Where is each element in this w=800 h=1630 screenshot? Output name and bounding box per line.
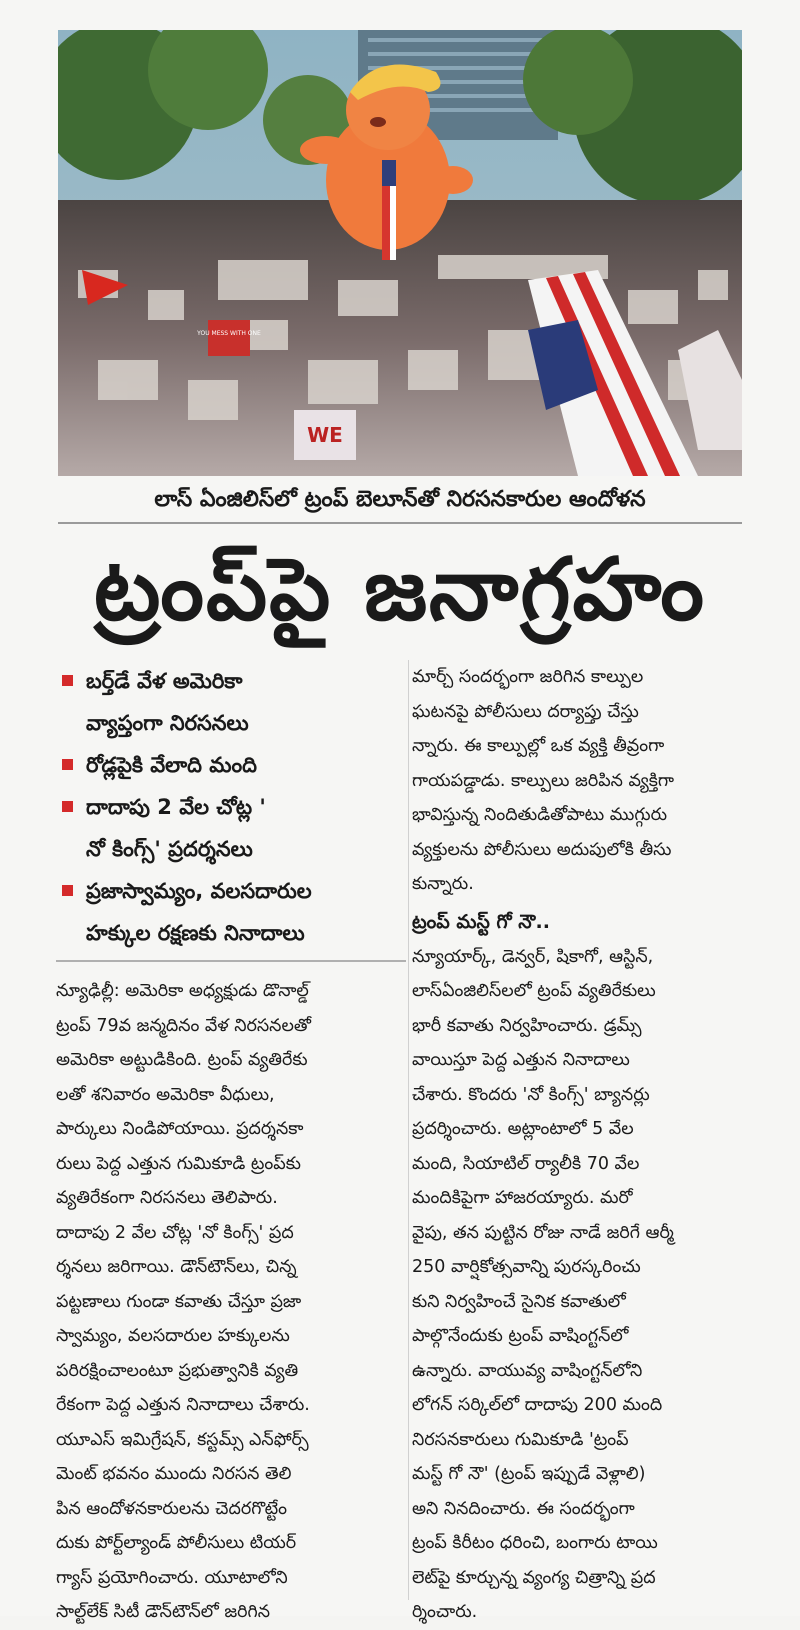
text-line: కున్నారు.: [412, 874, 474, 894]
text-line: మెంట్ భవనం ముందు నిరసన తెలి: [56, 1464, 292, 1484]
protest-photo: [58, 30, 742, 476]
text-line: న్నారు. ఈ కాల్పుల్లో ఒక వ్యక్తి తీవ్రంగా: [412, 736, 665, 756]
text-line: 250 వార్షికోత్సవాన్ని పురస్కరించు: [412, 1257, 641, 1277]
text-line: దాదాపు 2 వేల చోట్ల 'నో కింగ్స్' ప్రద: [56, 1222, 294, 1243]
text-line: లోగన్ సర్కిల్‌లో దాదాపు 200 మంది: [412, 1395, 663, 1415]
highlight-line: ప్రజాస్వామ్యం, వలసదారుల: [86, 879, 312, 903]
text-line: చేశారు. కొందరు 'నో కింగ్స్' బ్యానర్లు: [412, 1084, 650, 1105]
protest-photo-illustration: [58, 30, 742, 476]
text-line: పాల్గొనేందుకు ట్రంప్ వాషింగ్టన్‌లో: [412, 1326, 629, 1346]
text-line: న్యూఢిల్లీ: అమెరికా అధ్యక్షుడు డొనాల్డ్: [56, 981, 309, 1001]
column-divider: [408, 660, 409, 1600]
text-line: పట్టణాలు గుండా కవాతు చేస్తూ ప్రజా: [56, 1291, 302, 1312]
highlight-line: బర్త్‌డే వేళ అమెరికా: [86, 669, 243, 693]
headline: ట్రంప్‌పై జనాగ్రహం: [93, 540, 707, 640]
text-line: ర్శించారు.: [412, 1602, 478, 1622]
text-line: లెట్‌పై కూర్చున్న వ్యంగ్య చిత్రాన్ని ప్రద: [412, 1567, 656, 1588]
highlight-item: [56, 870, 406, 954]
highlights-list: [56, 660, 406, 962]
text-line: సాల్ట్‌లేక్ సిటీ డౌన్‌టౌన్‌లో జరిగిన: [56, 1602, 270, 1622]
section-subhead: ట్రంప్ మస్ట్ గో నౌ..: [412, 910, 550, 933]
text-line: ట్రంప్ 79వ జన్మదినం వేళ నిరసనలతో: [56, 1015, 311, 1036]
article-body-left: [56, 974, 406, 1630]
text-line: మందికిపైగా హాజరయ్యారు. మరో: [412, 1188, 633, 1208]
text-line: వ్యక్తులను పోలీసులు అదుపులోకి తీసు: [412, 839, 672, 860]
text-line: దుకు పోర్ట్‌ల్యాండ్ పోలీసులు టియర్: [56, 1533, 297, 1553]
highlight-line: రోడ్లపైకి వేలాది మంది: [86, 753, 257, 777]
text-line: లాస్‌ఏంజిలిస్‌లలో ట్రంప్ వ్యతిరేకులు: [412, 981, 656, 1001]
text-line: మంది, సియాటిల్ ర్యాలీకి 70 వేల: [412, 1153, 640, 1174]
text-line: మార్చ్ సందర్భంగా జరిగిన కాల్పుల: [412, 667, 644, 687]
text-line: వాయిస్తూ పెద్ద ఎత్తున నినాదాలు: [412, 1050, 630, 1070]
photo-caption: లాస్ ఏంజిలిస్‌లో ట్రంప్ బెలూన్‌తో నిరసనకారుల ఆందోళన: [58, 478, 742, 524]
highlight-item: [56, 660, 406, 744]
text-line: వైపు, తన పుట్టిన రోజు నాడే జరిగే ఆర్మీ: [412, 1222, 674, 1243]
text-line: కుని నిర్వహించే సైనిక కవాతులో: [412, 1291, 626, 1312]
text-line: పరిరక్షించాలంటూ ప్రభుత్వానికి వ్యతి: [56, 1360, 299, 1381]
right-column: [412, 660, 748, 1630]
text-line: భారీ కవాతు నిర్వహించారు. డ్రమ్స్: [412, 1015, 642, 1036]
text-line: స్వామ్యం, వలసదారుల హక్కులను: [56, 1326, 290, 1346]
article-body-right-2: [412, 940, 748, 1630]
highlight-line: దాదాపు 2 వేల చోట్ల ': [86, 795, 266, 819]
highlight-line: నో కింగ్స్' ప్రదర్శనలు: [86, 837, 253, 861]
text-line: పిన ఆందోళనకారులను చెదరగొట్టేం: [56, 1498, 287, 1519]
text-line: రేకంగా పెద్ద ఎత్తున నినాదాలు చేశారు.: [56, 1395, 310, 1415]
highlight-item: [56, 786, 406, 870]
text-line: ఘటనపై పోలీసులు దర్యాప్తు చేస్తు: [412, 701, 639, 722]
text-line: పార్కులు నిండిపోయాయి. ప్రదర్శనకా: [56, 1119, 304, 1139]
article-body-right-1: [412, 660, 748, 902]
text-line: ట్రంప్ కిరీటం ధరించి, బంగారు టాయి: [412, 1533, 658, 1553]
bullet-square-icon: [62, 675, 73, 686]
sign-text: WE: [307, 423, 343, 447]
text-line: అమెరికా అట్టుడికింది. ట్రంప్ వ్యతిరేకు: [56, 1050, 308, 1070]
highlight-line: వ్యాప్తంగా నిరసనలు: [86, 711, 249, 735]
text-line: నిరసనకారులు గుమికూడి 'ట్రంప్: [412, 1429, 629, 1450]
left-column: [56, 660, 406, 1630]
text-line: అని నినదించారు. ఈ సందర్భంగా: [412, 1498, 635, 1519]
protest-sign: [208, 320, 250, 356]
text-line: మస్ట్ గో నౌ' (ట్రంప్ ఇప్పుడే వెళ్లాలి): [412, 1464, 646, 1484]
text-line: ప్రదర్శించారు. అట్లాంటాలో 5 వేల: [412, 1119, 634, 1139]
bullet-square-icon: [62, 759, 73, 770]
text-line: యూఎస్ ఇమిగ్రేషన్, కస్టమ్స్ ఎన్‌ఫోర్స్: [56, 1429, 309, 1450]
text-line: గ్యాస్ ప్రయోగించారు. యూటాలోని: [56, 1567, 288, 1588]
text-line: న్యూయార్క్, డెన్వర్, షికాగో, ఆస్టిన్,: [412, 946, 654, 967]
bullet-square-icon: [62, 885, 73, 896]
sign-text: YOU MESS WITH ONE: [197, 330, 261, 337]
text-line: ఉన్నారు. వాయువ్య వాషింగ్టన్‌లోని: [412, 1360, 643, 1381]
text-line: గాయపడ్డాడు. కాల్పులు జరిపిన వ్యక్తిగా: [412, 770, 675, 791]
highlight-item: [56, 744, 406, 786]
highlight-line: హక్కుల రక్షణకు నినాదాలు: [86, 921, 305, 945]
text-line: ర్శనలు జరిగాయి. డౌన్‌టౌన్‌లు, చిన్న: [56, 1257, 297, 1277]
text-line: రులు పెద్ద ఎత్తున గుమికూడి ట్రంప్‌కు: [56, 1153, 301, 1174]
text-line: లతో శనివారం అమెరికా వీధులు,: [56, 1084, 275, 1105]
bullet-square-icon: [62, 801, 73, 812]
text-line: భావిస్తున్న నిందితుడితోపాటు ముగ్గురు: [412, 805, 668, 825]
text-line: వ్యతిరేకంగా నిరసనలు తెలిపారు.: [56, 1188, 278, 1208]
